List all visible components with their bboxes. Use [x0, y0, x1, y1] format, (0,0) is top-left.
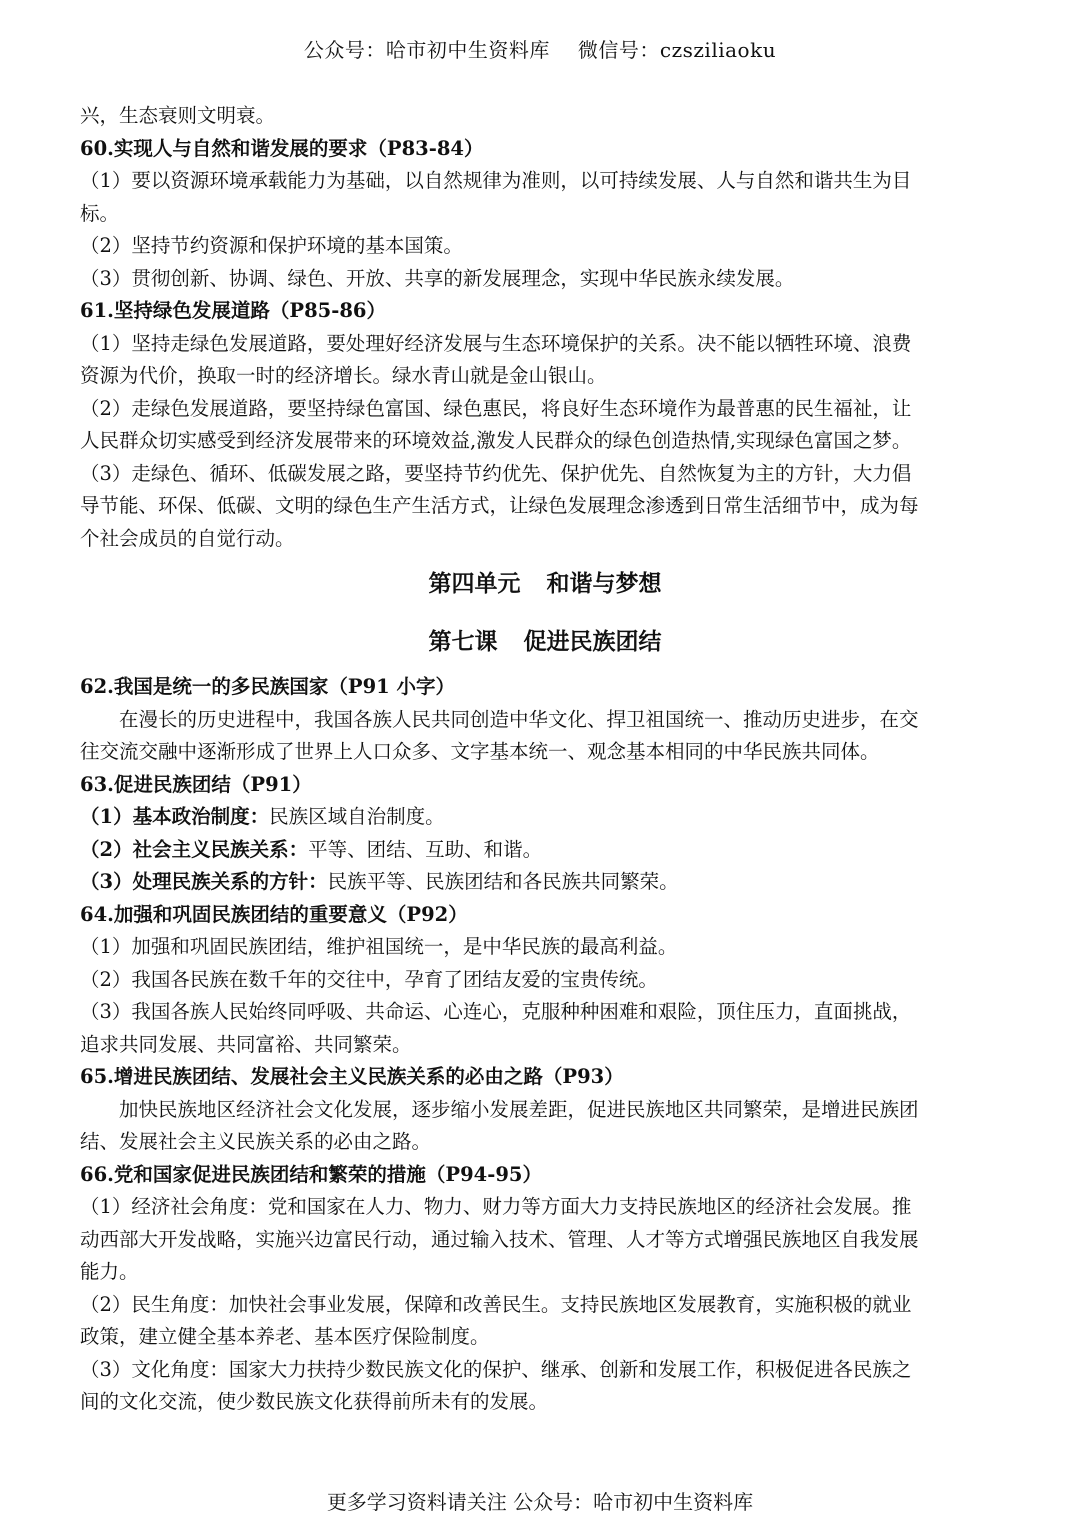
- text-line: 动西部大开发战略，实施兴边富民行动，通过输入技术、管理、人才等方式增强民族地区自我发展: [80, 1227, 919, 1251]
- text-line: （2）我国各民族在数千年的交往中，孕育了团结友爱的宝贵传统。: [80, 967, 658, 991]
- section-heading-62: 62.我国是统一的多民族国家（P91 小字）: [80, 675, 456, 698]
- header-wechat: 微信号：czsziliaoku: [577, 38, 777, 62]
- text-line: [80, 834, 1010, 867]
- section-heading-63: 63.促进民族团结（P91）: [80, 772, 312, 796]
- text-line: 间的文化交流，使少数民族文化获得前所未有的发展。: [80, 1390, 549, 1413]
- section-heading-61: 61.坚持绿色发展道路（P85-86）: [80, 299, 386, 322]
- term-value: 民族平等、民族团结和各民族共同繁荣。: [327, 870, 679, 893]
- text-line: （1）经济社会角度：党和国家在人力、物力、财力等方面大力支持民族地区的经济社会发展。推: [80, 1195, 912, 1218]
- lesson-title: [80, 613, 1010, 671]
- term-label: （3）处理民族关系的方针：: [80, 870, 328, 893]
- text-line: （1）坚持走绿色发展道路，要处理好经济发展与生态环境保护的关系。决不能以牺牲环境、浪费: [80, 331, 912, 355]
- text-line: （1）要以资源环境承载能力为基础，以自然规律为准则，以可持续发展、人与自然和谐共生为目: [80, 169, 912, 192]
- header-account: 公众号：哈市初中生资料库: [303, 38, 550, 62]
- text-line: 追求共同发展、共同富裕、共同繁荣。: [80, 1032, 412, 1056]
- section-heading-66: 66.党和国家促进民族团结和繁荣的措施（P94-95）: [80, 1162, 542, 1186]
- text-line: （3）文化角度：国家大力扶持少数民族文化的保护、继承、创新和发展工作，积极促进各民族之: [80, 1357, 912, 1381]
- page-header: [0, 34, 1080, 63]
- page-footer: 更多学习资料请关注 公众号：哈市初中生资料库: [326, 1490, 754, 1514]
- text-line: 标。: [80, 201, 120, 225]
- lesson-name: 促进民族团结: [523, 628, 662, 655]
- text-line: 个社会成员的自觉行动。: [80, 526, 295, 550]
- unit-number: 第四单元: [428, 570, 521, 597]
- term-value: 平等、团结、互助、和谐。: [308, 837, 543, 861]
- text-line: （3）走绿色、循环、低碳发展之路，要坚持节约优先、保护优先、自然恢复为主的方针，大力倡: [80, 461, 912, 485]
- term-label: （1）基本政治制度：: [80, 805, 270, 828]
- text-line: 人民群众切实感受到经济发展带来的环境效益,激发人民群众的绿色创造热情,实现绿色富国之梦。: [80, 429, 912, 452]
- lesson-number: 第七课: [428, 628, 498, 655]
- term-value: 民族区域自治制度。: [269, 805, 445, 828]
- document-body: [80, 100, 1010, 1419]
- text-line: 能力。: [80, 1260, 139, 1283]
- text-line: （1）加强和巩固民族团结，维护祖国统一，是中华民族的最高利益。: [80, 935, 678, 958]
- unit-name: 和谐与梦想: [546, 570, 662, 597]
- text-line: 导节能、环保、低碳、文明的绿色生产生活方式，让绿色发展理念渗透到日常生活细节中，成为每: [80, 494, 919, 517]
- text-line: （2）走绿色发展道路，要坚持绿色富国、绿色惠民，将良好生态环境作为最普惠的民生福祉，让: [80, 396, 912, 420]
- text-line: 在漫长的历史进程中，我国各族人民共同创造中华文化、捍卫祖国统一、推动历史进步，在交: [119, 707, 919, 731]
- text-line: 政策，建立健全基本养老、基本医疗保险制度。: [80, 1325, 490, 1348]
- text-line: [80, 866, 1010, 899]
- text-line: 兴，生态衰则文明衰。: [80, 104, 276, 127]
- text-line: 加快民族地区经济社会文化发展，逐步缩小发展差距，促进民族地区共同繁荣，是增进民族团: [119, 1097, 919, 1121]
- text-line: [80, 801, 1010, 834]
- section-heading-64: 64.加强和巩固民族团结的重要意义（P92）: [80, 902, 468, 926]
- term-label: （2）社会主义民族关系：: [80, 837, 309, 861]
- unit-title: [80, 555, 1010, 613]
- text-line: 结、发展社会主义民族关系的必由之路。: [80, 1130, 432, 1153]
- section-heading-65: 65.增进民族团结、发展社会主义民族关系的必由之路（P93）: [80, 1065, 624, 1088]
- text-line: （3）我国各族人民始终同呼吸、共命运、心连心，克服种种困难和艰险，顶住压力，直面挑战，: [80, 1000, 912, 1023]
- text-line: （2）民生角度：加快社会事业发展，保障和改善民生。支持民族地区发展教育，实施积极的就业: [80, 1292, 912, 1316]
- text-line: （3）贯彻创新、协调、绿色、开放、共享的新发展理念，实现中华民族永续发展。: [80, 266, 795, 290]
- text-line: （2）坚持节约资源和保护环境的基本国策。: [80, 234, 463, 257]
- section-heading-60: 60.实现人与自然和谐发展的要求（P83-84）: [80, 136, 484, 160]
- text-line: 往交流交融中逐渐形成了世界上人口众多、文字基本统一、观念基本相同的中华民族共同体。: [80, 740, 880, 763]
- text-line: 资源为代价，换取一时的经济增长。绿水青山就是金山银山。: [80, 364, 607, 387]
